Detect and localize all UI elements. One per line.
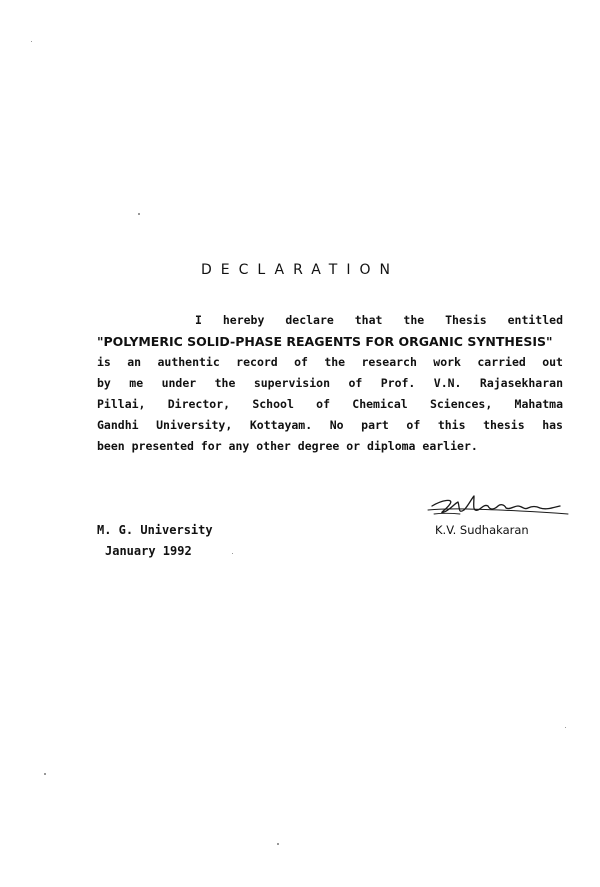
declaration-date: January 1992 xyxy=(105,544,192,558)
university-name: M. G. University xyxy=(97,523,213,537)
paragraph-line: Pillai, Director, School of Chemical Sciences, Mahatma xyxy=(97,397,563,411)
paragraph-line: by me under the supervision of Prof. V.N. Rajasekharan xyxy=(97,376,563,390)
scan-speck xyxy=(31,41,32,42)
paragraph-line: Gandhi University, Kottayam. No part of this thesis has xyxy=(97,418,563,432)
scan-speck xyxy=(138,213,140,215)
thesis-title: "POLYMERIC SOLID-PHASE REAGENTS FOR ORGANIC SYNTHESIS" xyxy=(97,334,553,349)
scan-speck xyxy=(277,843,279,845)
paragraph-line: is an authentic record of the research work carried out xyxy=(97,355,563,369)
author-name: K.V. Sudhakaran xyxy=(435,523,529,537)
declaration-paragraph xyxy=(97,310,563,457)
scan-speck xyxy=(565,727,566,728)
scan-speck xyxy=(232,553,233,554)
scan-speck xyxy=(44,773,46,775)
paragraph-line: been presented for any other degree or diploma earlier. xyxy=(97,439,478,453)
paragraph-line: I hereby declare that the Thesis entitled xyxy=(195,313,563,327)
page-title: DECLARATION xyxy=(201,262,399,278)
